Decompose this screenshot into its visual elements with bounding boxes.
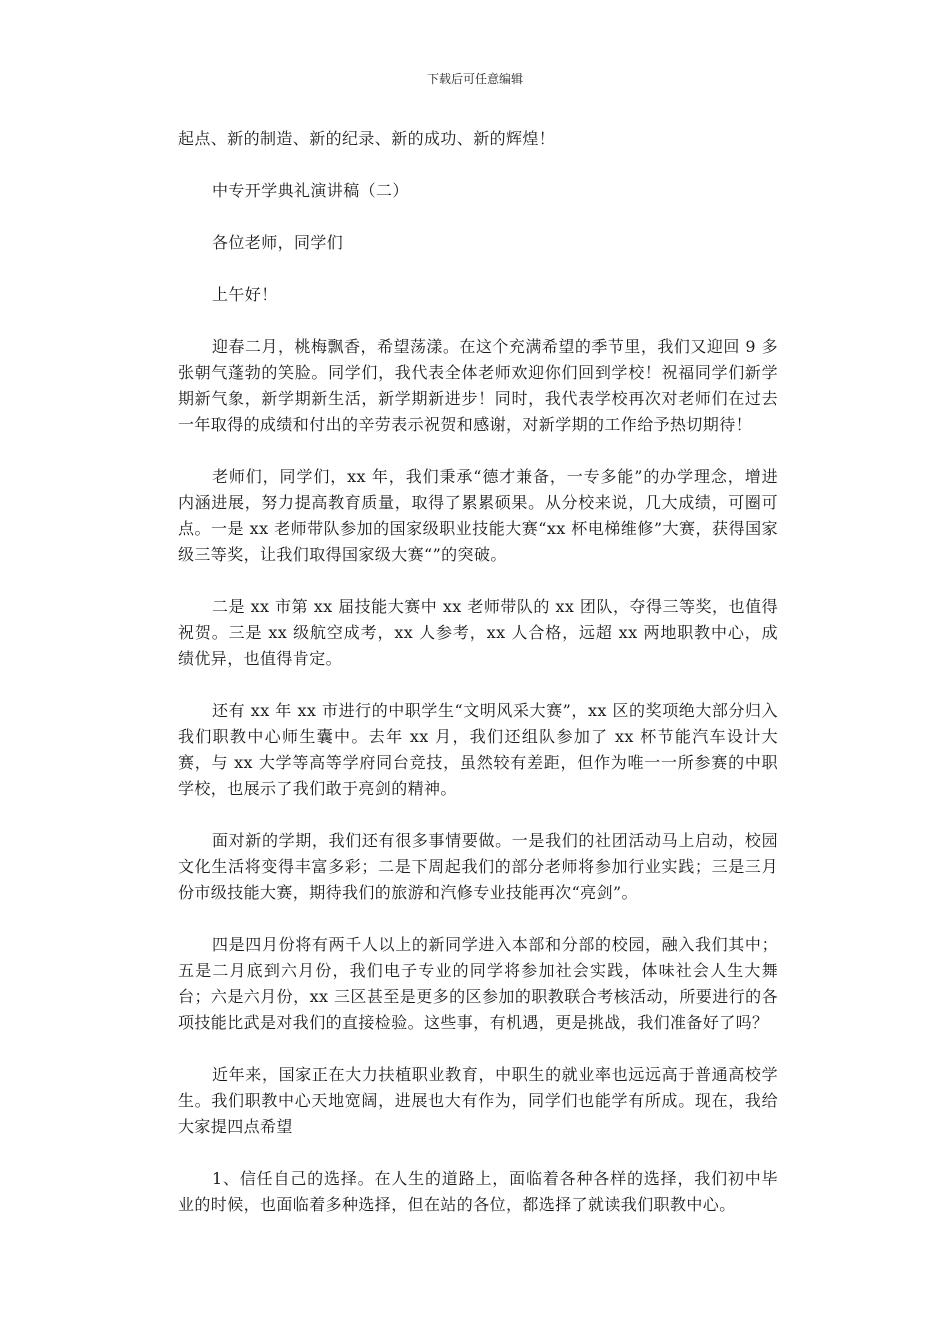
- paragraph: 四是四月份将有两千人以上的新同学进入本部和分部的校园，融入我们其中；五是二月底到六月份，我们电子专业的同学将参加社会实践，体味社会人生大舞台；六是六月份，xx 三区甚至是更多的区参加的职教联合考核活动，所要进行的各项技能比武是对我们的直接检验。这些事，有机遇，更是挑战，我们准备好了吗？: [178, 935, 778, 1032]
- document-title: 中专开学典礼演讲稿（二）: [212, 181, 409, 200]
- page-header: 下载后可任意编辑: [426, 72, 523, 86]
- paragraph: 近年来，国家正在大力扶植职业教育，中职生的就业率也远远高于普通高校学生。我们职教中心天地宽阔，进展也大有作为，同学们也能学有所成。现在，我给大家提四点希望: [178, 1065, 778, 1136]
- document-body: [178, 126, 778, 1244]
- paragraph: 1、信任自己的选择。在人生的道路上，面临着各种各样的选择，我们初中毕业的时候，也面临着多种选择，但在站的各位，都选择了就读我们职教中心。: [178, 1169, 778, 1214]
- paragraph-continuation: 起点、新的制造、新的纪录、新的成功、新的辉煌！: [178, 129, 556, 148]
- salutation: 各位老师，同学们: [212, 233, 344, 252]
- greeting: 上午好！: [212, 285, 278, 304]
- paragraph: 迎春二月，桃梅飘香，希望荡漾。在这个充满希望的季节里，我们又迎回 9 多张朝气蓬勃的笑脸。同学们，我代表全体老师欢迎你们回到学校！祝福同学们新学期新气象，新学期新生活，新学期新进步！同时，我代表学校再次对老师们在过去一年取得的成绩和付出的辛劳表示祝贺和感谢，对新学期的工作给予热切期待！: [178, 337, 778, 434]
- paragraph: 老师们，同学们，xx 年，我们秉承“德才兼备，一专多能”的办学理念，增进内涵进展，努力提高教育质量，取得了累累硕果。从分校来说，几大成绩，可圈可点。一是 xx 老师带队参加的国家级职业技能大赛“xx 杯电梯维修”大赛，获得国家级三等奖，让我们取得国家级大赛“”的突破。: [178, 467, 778, 564]
- paragraph: 还有 xx 年 xx 市进行的中职学生“文明风采大赛”，xx 区的奖项绝大部分归入我们职教中心师生囊中。去年 xx 月，我们还组队参加了 xx 杯节能汽车设计大赛，与 xx 大学等高等学府同台竞技，虽然较有差距，但作为唯一一所参赛的中职学校，也展示了我们敢于亮剑的精神。: [178, 701, 778, 798]
- paragraph: 面对新的学期，我们还有很多事情要做。一是我们的社团活动马上启动，校园文化生活将变得丰富多彩；二是下周起我们的部分老师将参加行业实践；三是三月份市级技能大赛，期待我们的旅游和汽修专业技能再次“亮剑”。: [178, 831, 778, 902]
- paragraph: 二是 xx 市第 xx 届技能大赛中 xx 老师带队的 xx 团队，夺得三等奖，也值得祝贺。三是 xx 级航空成考，xx 人参考，xx 人合格，远超 xx 两地职教中心，成绩优异，也值得肯定。: [178, 597, 778, 668]
